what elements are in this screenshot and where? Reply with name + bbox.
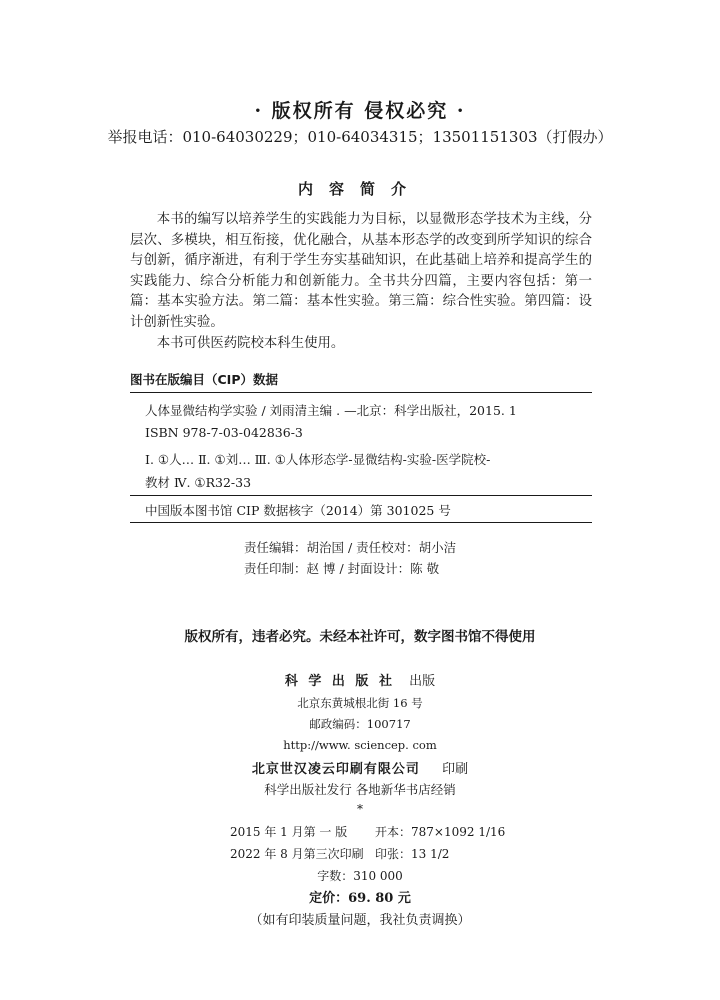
publisher-postcode: 邮政编码：100717 [309,717,411,731]
publisher-address: 北京东黄城根北街 16 号 [297,696,423,710]
copyright-notice: 版权所有，违者必究。未经本社许可，数字图书馆不得使用 [184,629,536,645]
copyright-title: · 版权所有 侵权必究 · [254,100,466,122]
quality-notice: （如有印装质量问题，我社负责调换） [249,913,471,928]
distribution-line: 科学出版社发行 各地新华书店经销 [264,782,456,797]
sheet-count: 印张：13 1/2 [375,847,450,861]
printer-suffix: 印刷 [442,762,469,777]
printer-name: 北京世汉凌云印刷有限公司 [251,762,420,777]
edition-date: 2015 年 1 月第 一 版 [230,825,348,839]
publisher-suffix: 出版 [409,674,436,689]
cip-isbn: ISBN 978-7-03-042836-3 [145,425,303,440]
report-hotline: 举报电话：010-64030229；010-64034315；13501151303（打假办） [107,128,613,146]
intro-title: 内容简介 [297,180,422,198]
intro-body [130,210,592,354]
format-size: 开本：787×1092 1/16 [375,825,506,839]
cip-subject-line: 教材 Ⅳ. ①R32-33 [145,475,252,490]
cip-data-number: 中国版本图书馆 CIP 数据核字（2014）第 301025 号 [145,503,451,518]
price: 定价：69. 80 元 [309,891,411,906]
printer-line [0,758,720,777]
separator-star: * [357,802,363,816]
publisher-line [0,670,720,689]
print-date: 2022 年 8 月第三次印刷 [230,847,364,861]
cip-top-rule [130,392,592,393]
publisher-url: http://www. sciencep. com [283,738,437,752]
production-credits: 责任印制：赵 博 / 封面设计：陈 敬 [244,561,440,576]
cip-title: 图书在版编目（CIP）数据 [130,372,278,387]
intro-paragraph: 本书的编写以培养学生的实践能力为目标，以显微形态学技术为主线，分层次、多模块，相互衔接，优化融合，从基本形态学的改变到所学知识的综合与创新，循序渐进，有利于学生夯实基础知识，在此基础上培养和提高学生的实践能力、综合分析能力和创新能力。全书共分四篇，主要内容包括：第一篇：基本实验方法。第二篇：基本性实验。第三篇：综合性实验。第四篇：设计创新性实验。 [130,212,592,330]
cip-bottom-rule [130,522,592,523]
cip-book-record: 人体显微结构学实验 / 刘雨清主编 . —北京：科学出版社，2015. 1 [145,403,517,418]
cip-mid-rule [130,495,592,496]
word-count: 字数：310 000 [317,869,403,883]
publisher-name: 科 学 出 版 社 [284,674,395,689]
cip-subject-line: Ⅰ. ①人… Ⅱ. ①刘… Ⅲ. ①人体形态学-显微结构-实验-医学院校- [145,452,491,467]
editor-credits: 责任编辑：胡治国 / 责任校对：胡小洁 [244,540,457,555]
intro-paragraph: 本书可供医药院校本科生使用。 [156,335,345,351]
